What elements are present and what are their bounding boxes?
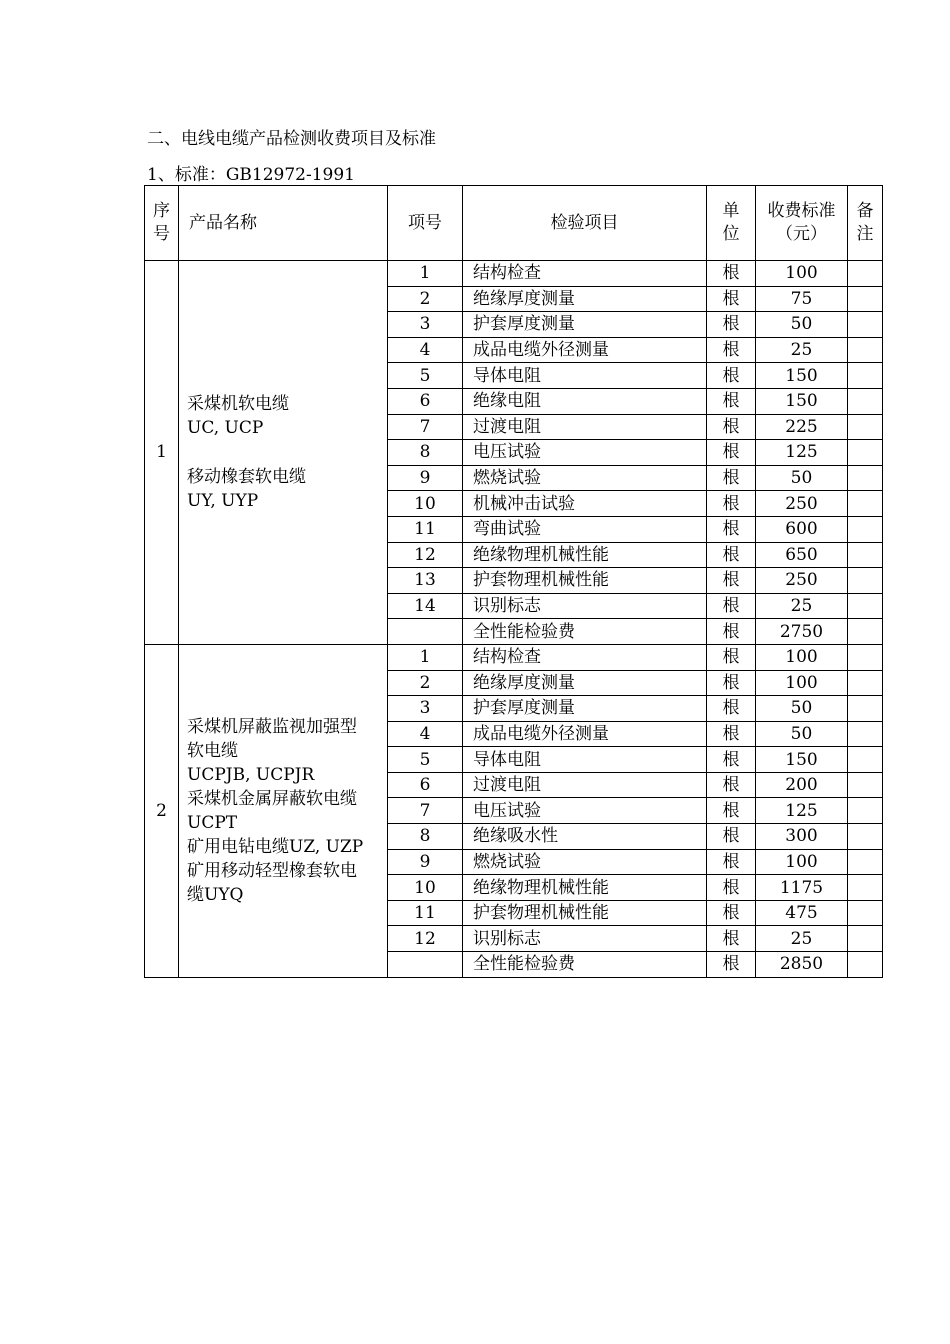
fee-cell: 250 [756,491,848,517]
item-no-cell: 10 [388,875,463,901]
product-line: UC, UCP [187,417,264,438]
fee-cell: 25 [756,337,848,363]
item-cell: 结构检查 [463,644,707,670]
group-seq: 1 [145,261,179,645]
note-cell [848,465,883,491]
item-no-cell: 11 [388,516,463,542]
unit-cell: 根 [707,849,756,875]
item-no-cell: 4 [388,721,463,747]
fee-cell: 150 [756,363,848,389]
unit-cell: 根 [707,388,756,414]
item-cell: 护套厚度测量 [463,312,707,338]
fee-cell: 100 [756,261,848,287]
unit-cell: 根 [707,670,756,696]
item-cell: 绝缘厚度测量 [463,670,707,696]
note-cell [848,286,883,312]
unit-cell: 根 [707,926,756,952]
header-product: 产品名称 [179,186,388,261]
note-cell [848,952,883,978]
unit-cell: 根 [707,772,756,798]
item-cell: 导体电阻 [463,363,707,389]
note-cell [848,337,883,363]
unit-cell: 根 [707,644,756,670]
item-cell: 绝缘物理机械性能 [463,542,707,568]
unit-cell: 根 [707,491,756,517]
note-cell [848,900,883,926]
product-line: 采煤机软电缆 [187,393,289,414]
fee-cell: 2750 [756,619,848,645]
unit-cell: 根 [707,312,756,338]
fee-cell: 600 [756,516,848,542]
fee-table [144,185,883,978]
item-no-cell: 3 [388,696,463,722]
item-cell: 护套物理机械性能 [463,900,707,926]
section-title: 二、电线电缆产品检测收费项目及标准 [147,129,436,149]
note-cell [848,849,883,875]
note-cell [848,772,883,798]
note-cell [848,516,883,542]
item-cell: 绝缘吸水性 [463,824,707,850]
fee-cell: 25 [756,926,848,952]
fee-cell: 50 [756,696,848,722]
product-line [187,440,383,465]
product-line: 软电缆 [187,740,238,761]
item-no-cell: 14 [388,593,463,619]
item-cell: 识别标志 [463,593,707,619]
item-no-cell: 4 [388,337,463,363]
unit-cell: 根 [707,798,756,824]
table-row [145,644,883,670]
header-item: 检验项目 [463,186,707,261]
header-unit: 单位 [707,186,756,261]
note-cell [848,875,883,901]
header-note: 备注 [848,186,883,261]
item-cell: 弯曲试验 [463,516,707,542]
header-item-no: 项号 [388,186,463,261]
standard-line: 1、标准：GB12972-1991 [147,165,355,185]
product-line: 采煤机金属屏蔽软电缆 [187,788,357,809]
item-no-cell: 10 [388,491,463,517]
unit-cell: 根 [707,593,756,619]
note-cell [848,824,883,850]
product-line: 矿用电钻电缆UZ, UZP [187,836,364,857]
note-cell [848,568,883,594]
unit-cell: 根 [707,747,756,773]
item-no-cell [388,619,463,645]
item-no-cell: 7 [388,798,463,824]
item-cell: 机械冲击试验 [463,491,707,517]
unit-cell: 根 [707,824,756,850]
table-row [145,261,883,287]
fee-cell: 1175 [756,875,848,901]
product-line: 移动橡套软电缆 [187,466,306,487]
note-cell [848,798,883,824]
header-row [145,186,883,261]
note-cell [848,542,883,568]
unit-cell: 根 [707,875,756,901]
note-cell [848,593,883,619]
item-cell: 护套物理机械性能 [463,568,707,594]
unit-cell: 根 [707,952,756,978]
fee-cell: 475 [756,900,848,926]
note-cell [848,388,883,414]
item-no-cell: 7 [388,414,463,440]
item-no-cell: 6 [388,388,463,414]
product-line: UCPT [187,812,238,833]
fee-cell: 75 [756,286,848,312]
header-seq: 序号 [145,186,179,261]
item-no-cell: 8 [388,824,463,850]
note-cell [848,619,883,645]
item-cell: 护套厚度测量 [463,696,707,722]
item-no-cell: 9 [388,465,463,491]
fee-cell: 50 [756,465,848,491]
item-no-cell: 12 [388,926,463,952]
fee-cell: 100 [756,644,848,670]
note-cell [848,363,883,389]
fee-cell: 650 [756,542,848,568]
unit-cell: 根 [707,542,756,568]
product-line: UCPJB, UCPJR [187,764,315,785]
item-cell: 电压试验 [463,440,707,466]
product-line: 缆UYQ [187,884,244,905]
item-cell: 绝缘物理机械性能 [463,875,707,901]
item-cell: 燃烧试验 [463,465,707,491]
item-cell: 绝缘电阻 [463,388,707,414]
item-no-cell: 2 [388,286,463,312]
item-no-cell: 3 [388,312,463,338]
unit-cell: 根 [707,619,756,645]
unit-cell: 根 [707,696,756,722]
note-cell [848,491,883,517]
unit-cell: 根 [707,261,756,287]
item-no-cell: 1 [388,261,463,287]
fee-cell: 300 [756,824,848,850]
fee-cell: 25 [756,593,848,619]
fee-cell: 250 [756,568,848,594]
fee-cell: 50 [756,312,848,338]
fee-cell: 50 [756,721,848,747]
note-cell [848,926,883,952]
group-product-name [179,644,388,977]
item-no-cell: 13 [388,568,463,594]
unit-cell: 根 [707,465,756,491]
note-cell [848,261,883,287]
product-line: 矿用移动轻型橡套软电 [187,860,357,881]
item-cell: 电压试验 [463,798,707,824]
item-no-cell: 5 [388,363,463,389]
item-no-cell: 8 [388,440,463,466]
item-no-cell: 2 [388,670,463,696]
note-cell [848,747,883,773]
item-cell: 绝缘厚度测量 [463,286,707,312]
unit-cell: 根 [707,286,756,312]
fee-cell: 150 [756,388,848,414]
note-cell [848,644,883,670]
unit-cell: 根 [707,440,756,466]
product-line: 采煤机屏蔽监视加强型 [187,716,357,737]
item-cell: 过渡电阻 [463,772,707,798]
fee-cell: 100 [756,670,848,696]
item-no-cell: 11 [388,900,463,926]
unit-cell: 根 [707,337,756,363]
item-cell: 成品电缆外径测量 [463,721,707,747]
fee-cell: 150 [756,747,848,773]
item-cell: 全性能检验费 [463,619,707,645]
fee-table-body [145,261,883,978]
item-cell: 成品电缆外径测量 [463,337,707,363]
item-cell: 全性能检验费 [463,952,707,978]
item-cell: 结构检查 [463,261,707,287]
item-no-cell: 1 [388,644,463,670]
note-cell [848,440,883,466]
header-fee: 收费标准（元） [756,186,848,261]
item-no-cell: 12 [388,542,463,568]
item-no-cell: 6 [388,772,463,798]
note-cell [848,721,883,747]
item-cell: 燃烧试验 [463,849,707,875]
group-seq: 2 [145,644,179,977]
unit-cell: 根 [707,721,756,747]
unit-cell: 根 [707,516,756,542]
unit-cell: 根 [707,414,756,440]
unit-cell: 根 [707,363,756,389]
fee-cell: 225 [756,414,848,440]
item-cell: 导体电阻 [463,747,707,773]
item-cell: 过渡电阻 [463,414,707,440]
fee-cell: 2850 [756,952,848,978]
item-cell: 识别标志 [463,926,707,952]
fee-cell: 125 [756,798,848,824]
group-product-name [179,261,388,645]
unit-cell: 根 [707,568,756,594]
unit-cell: 根 [707,900,756,926]
note-cell [848,414,883,440]
item-no-cell: 5 [388,747,463,773]
fee-cell: 125 [756,440,848,466]
item-no-cell [388,952,463,978]
note-cell [848,696,883,722]
note-cell [848,312,883,338]
item-no-cell: 9 [388,849,463,875]
fee-cell: 100 [756,849,848,875]
fee-cell: 200 [756,772,848,798]
product-line: UY, UYP [187,490,259,511]
note-cell [848,670,883,696]
